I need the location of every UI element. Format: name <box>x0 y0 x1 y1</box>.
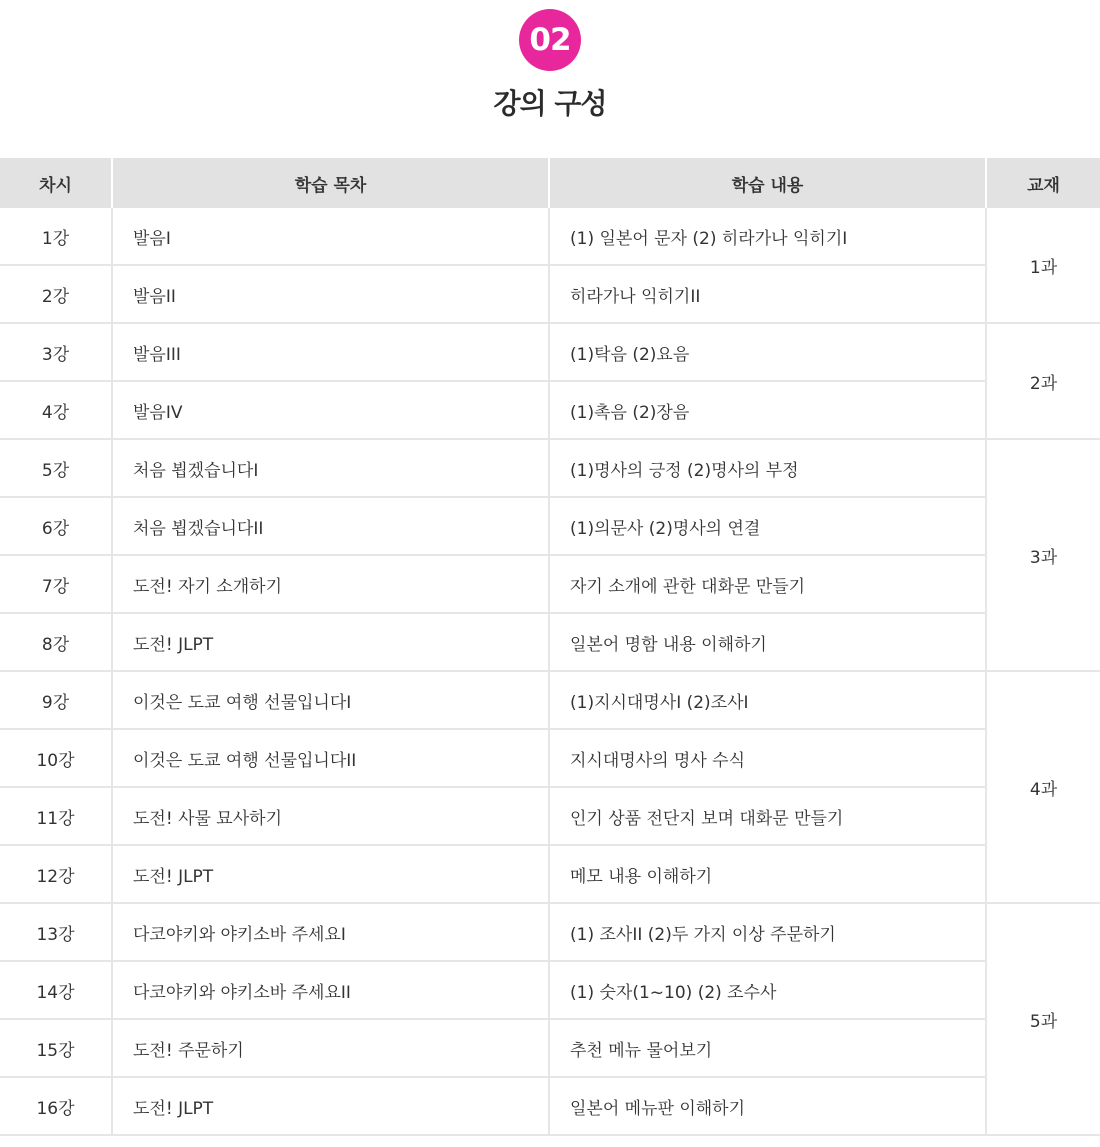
content-cell: 자기 소개에 관한 대화문 만들기 <box>549 555 986 613</box>
session-cell: 10강 <box>0 729 112 787</box>
session-cell: 13강 <box>0 903 112 961</box>
table-row <box>0 903 1100 961</box>
section-number-badge: 02 <box>519 9 581 71</box>
textbook-cell: 5과 <box>986 903 1100 1135</box>
textbook-cell: 4과 <box>986 671 1100 903</box>
table-row <box>0 439 1100 497</box>
topic-cell: 도전! 사물 묘사하기 <box>112 787 549 845</box>
topic-cell: 발음Ⅰ <box>112 208 549 265</box>
table-row <box>0 1019 1100 1077</box>
table-header-row <box>0 158 1100 208</box>
content-cell: 추천 메뉴 물어보기 <box>549 1019 986 1077</box>
content-cell: 메모 내용 이해하기 <box>549 845 986 903</box>
table-row <box>0 1077 1100 1135</box>
column-header-topic: 학습 목차 <box>112 158 549 208</box>
column-header-session: 차시 <box>0 158 112 208</box>
content-cell: 일본어 메뉴판 이해하기 <box>549 1077 986 1135</box>
topic-cell: 다코야키와 야키소바 주세요II <box>112 961 549 1019</box>
table-row <box>0 381 1100 439</box>
content-cell: 인기 상품 전단지 보며 대화문 만들기 <box>549 787 986 845</box>
content-cell: 히라가나 익히기II <box>549 265 986 323</box>
session-cell: 3강 <box>0 323 112 381</box>
table-row <box>0 497 1100 555</box>
topic-cell: 이것은 도쿄 여행 선물입니다Ⅰ <box>112 671 549 729</box>
content-cell: (1)명사의 긍정 (2)명사의 부정 <box>549 439 986 497</box>
session-cell: 11강 <box>0 787 112 845</box>
content-cell: (1) 조사II (2)두 가지 이상 주문하기 <box>549 903 986 961</box>
curriculum-table <box>0 158 1100 1136</box>
table-row <box>0 265 1100 323</box>
content-cell: 지시대명사의 명사 수식 <box>549 729 986 787</box>
content-cell: (1)촉음 (2)장음 <box>549 381 986 439</box>
session-cell: 5강 <box>0 439 112 497</box>
section-header <box>0 0 1100 158</box>
topic-cell: 발음IV <box>112 381 549 439</box>
content-cell: 일본어 명함 내용 이해하기 <box>549 613 986 671</box>
session-cell: 12강 <box>0 845 112 903</box>
session-cell: 4강 <box>0 381 112 439</box>
column-header-textbook: 교재 <box>986 158 1100 208</box>
topic-cell: 처음 뵙겠습니다Ⅰ <box>112 439 549 497</box>
session-cell: 1강 <box>0 208 112 265</box>
topic-cell: 발음III <box>112 323 549 381</box>
content-cell: (1)의문사 (2)명사의 연결 <box>549 497 986 555</box>
session-cell: 8강 <box>0 613 112 671</box>
session-cell: 14강 <box>0 961 112 1019</box>
session-cell: 6강 <box>0 497 112 555</box>
topic-cell: 다코야키와 야키소바 주세요Ⅰ <box>112 903 549 961</box>
table-row <box>0 555 1100 613</box>
table-row <box>0 613 1100 671</box>
table-row <box>0 671 1100 729</box>
table-row <box>0 729 1100 787</box>
session-cell: 16강 <box>0 1077 112 1135</box>
topic-cell: 도전! JLPT <box>112 845 549 903</box>
topic-cell: 발음II <box>112 265 549 323</box>
column-header-content: 학습 내용 <box>549 158 986 208</box>
table-row <box>0 208 1100 265</box>
topic-cell: 이것은 도쿄 여행 선물입니다II <box>112 729 549 787</box>
table-row <box>0 845 1100 903</box>
topic-cell: 처음 뵙겠습니다II <box>112 497 549 555</box>
section-title: 강의 구성 <box>493 87 607 120</box>
session-cell: 7강 <box>0 555 112 613</box>
content-cell: (1)지시대명사Ⅰ (2)조사Ⅰ <box>549 671 986 729</box>
textbook-cell: 2과 <box>986 323 1100 439</box>
textbook-cell: 3과 <box>986 439 1100 671</box>
topic-cell: 도전! 주문하기 <box>112 1019 549 1077</box>
topic-cell: 도전! JLPT <box>112 613 549 671</box>
topic-cell: 도전! JLPT <box>112 1077 549 1135</box>
content-cell: (1) 일본어 문자 (2) 히라가나 익히기Ⅰ <box>549 208 986 265</box>
content-cell: (1)탁음 (2)요음 <box>549 323 986 381</box>
session-cell: 2강 <box>0 265 112 323</box>
session-cell: 15강 <box>0 1019 112 1077</box>
table-row <box>0 961 1100 1019</box>
content-cell: (1) 숫자(1~10) (2) 조수사 <box>549 961 986 1019</box>
table-row <box>0 323 1100 381</box>
textbook-cell: 1과 <box>986 208 1100 323</box>
table-row <box>0 787 1100 845</box>
topic-cell: 도전! 자기 소개하기 <box>112 555 549 613</box>
session-cell: 9강 <box>0 671 112 729</box>
